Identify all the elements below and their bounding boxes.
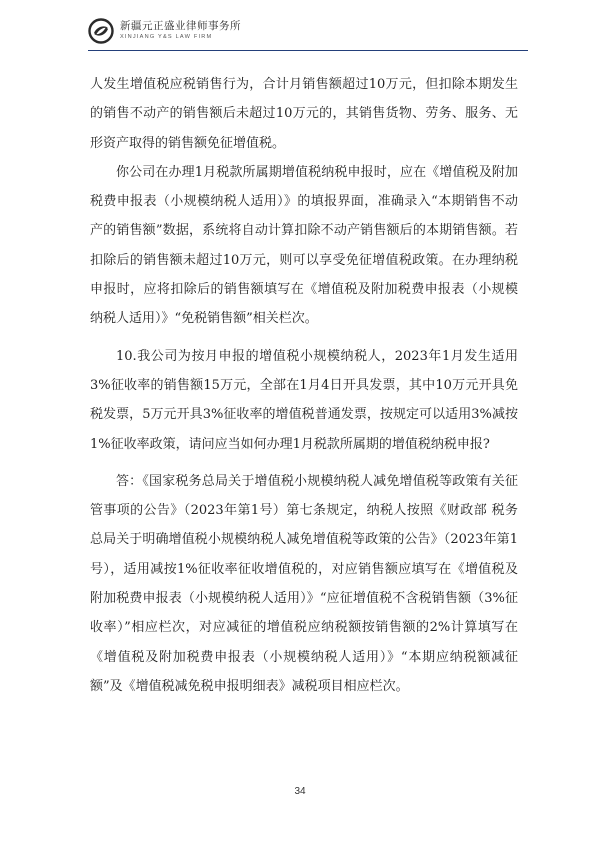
paragraph-answer: 答：《国家税务总局关于增值税小规模纳税人减免增值税等政策有关征管事项的公告》（2023年第1号）第七条规定，纳税人按照《财政部 税务总局关于明确增值税小规模纳税人减免增值税等政策的公告》（2023年第1号），适用减按1%征收率征收增值税的，对应销售额应填写在《增值税及附加税费申报表（小规模纳税人适用）》“应征增值税不含税销售额（3%征收率）”相应栏次，对应减征的增值税应纳税额按销售额的2%计算填写在《增值税及附加税费申报表（小规模纳税人适用）》“本期应纳税额减征额”及《增值税减免税申报明细表》减税项目相应栏次。 [90, 473, 518, 694]
firm-name-en: XINJIANG Y&S LAW FIRM [120, 33, 213, 40]
paragraph-guidance: 你公司在办理1月税款所属期增值税纳税申报时，应在《增值税及附加税费申报表（小规模纳税人适用）》的填报界面，准确录入“本期销售不动产的销售额”数据，系统将自动计算扣除不动产销售额后的本期销售额。若扣除后的销售额未超过10万元，则可以享受免征增值税政策。在办理纳税申报时，应将扣除后的销售额填写在《增值税及附加税费申报表（小规模纳税人适用）》“免税销售额”相关栏次。 [90, 164, 518, 327]
paragraph-continued: 人发生增值税应税销售行为，合计月销售额超过10万元，但扣除本期发生的销售不动产的销售额后未超过10万元的，其销售货物、劳务、服务、无形资产取得的销售额免征增值税。 [90, 77, 518, 151]
firm-logo-icon [88, 18, 114, 44]
paragraph-question-10: 10.我公司为按月申报的增值税小规模纳税人，2023年1月发生适用3%征收率的销售额15万元，全部在1月4日开具发票，其中10万元开具免税发票，5万元开具3%征收率的增值税普通发票，按规定可以适用3%减按1%征收率政策，请问应当如何办理1月税款所属期的增值税纳税申报? [90, 348, 518, 452]
header-rule [88, 50, 528, 51]
page-header [88, 14, 241, 48]
document-body [90, 70, 518, 701]
firm-brand [120, 21, 241, 40]
firm-name-cn: 新疆元正盛业律师事务所 [120, 20, 241, 33]
page-number: 34 [294, 786, 306, 797]
